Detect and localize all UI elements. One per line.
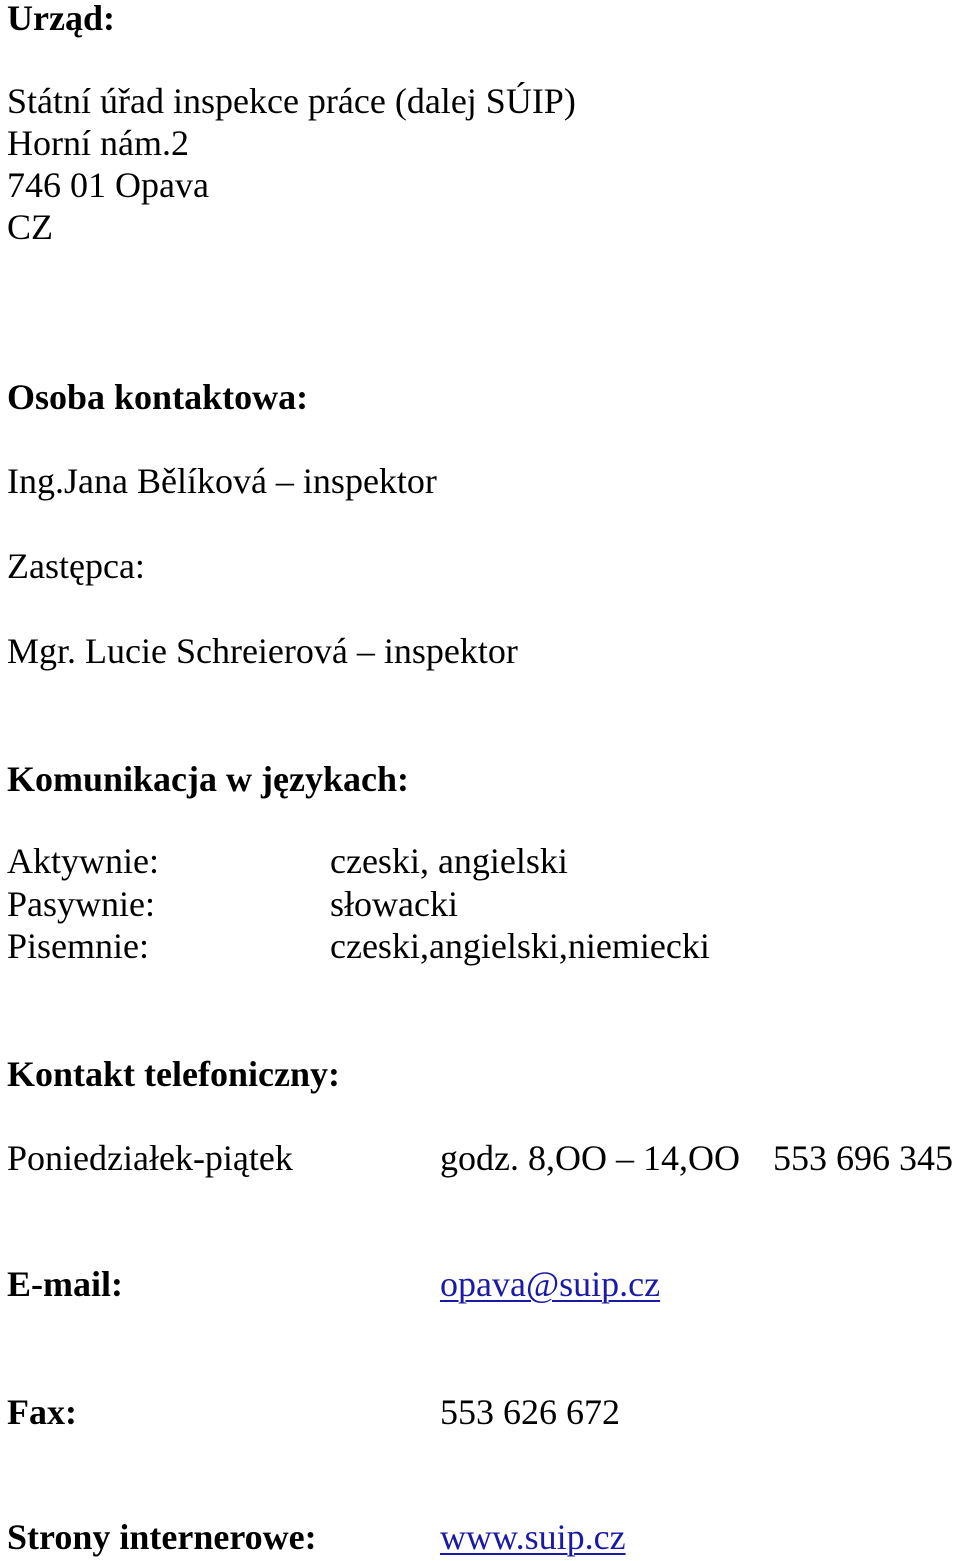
office-name: Státní úřad inspekce práce (dalej SÚIP) xyxy=(7,81,576,121)
language-label-passive: Pasywnie: xyxy=(7,884,155,924)
fax-label: Fax: xyxy=(7,1392,77,1432)
office-street: Horní nám.2 xyxy=(7,123,189,163)
language-value-written: czeski,angielski,niemiecki xyxy=(330,926,710,966)
contact-person-name: Ing.Jana Bělíková – inspektor xyxy=(7,461,437,501)
office-city: 746 01 Opava xyxy=(7,165,209,205)
language-value-active: czeski, angielski xyxy=(330,841,568,881)
email-label: E-mail: xyxy=(7,1264,123,1304)
contact-person-heading: Osoba kontaktowa: xyxy=(7,377,309,417)
phone-hours: godz. 8,OO – 14,OO xyxy=(440,1138,740,1178)
deputy-label: Zastępca: xyxy=(7,546,145,586)
language-label-active: Aktywnie: xyxy=(7,841,159,881)
language-label-written: Pisemnie: xyxy=(7,926,149,966)
office-country: CZ xyxy=(7,207,54,247)
language-value-passive: słowacki xyxy=(330,884,458,924)
web-label: Strony internerowe: xyxy=(7,1517,317,1557)
languages-heading: Komunikacja w językach: xyxy=(7,759,409,799)
email-link[interactable]: opava@suip.cz xyxy=(440,1264,661,1304)
phone-number: 553 696 345 xyxy=(773,1138,953,1178)
fax-number: 553 626 672 xyxy=(440,1392,620,1432)
office-heading: Urząd: xyxy=(7,0,115,38)
deputy-name: Mgr. Lucie Schreierová – inspektor xyxy=(7,631,518,671)
web-link[interactable]: www.suip.cz xyxy=(440,1517,626,1557)
phone-days: Poniedziałek-piątek xyxy=(7,1138,293,1178)
phone-heading: Kontakt telefoniczny: xyxy=(7,1054,340,1094)
